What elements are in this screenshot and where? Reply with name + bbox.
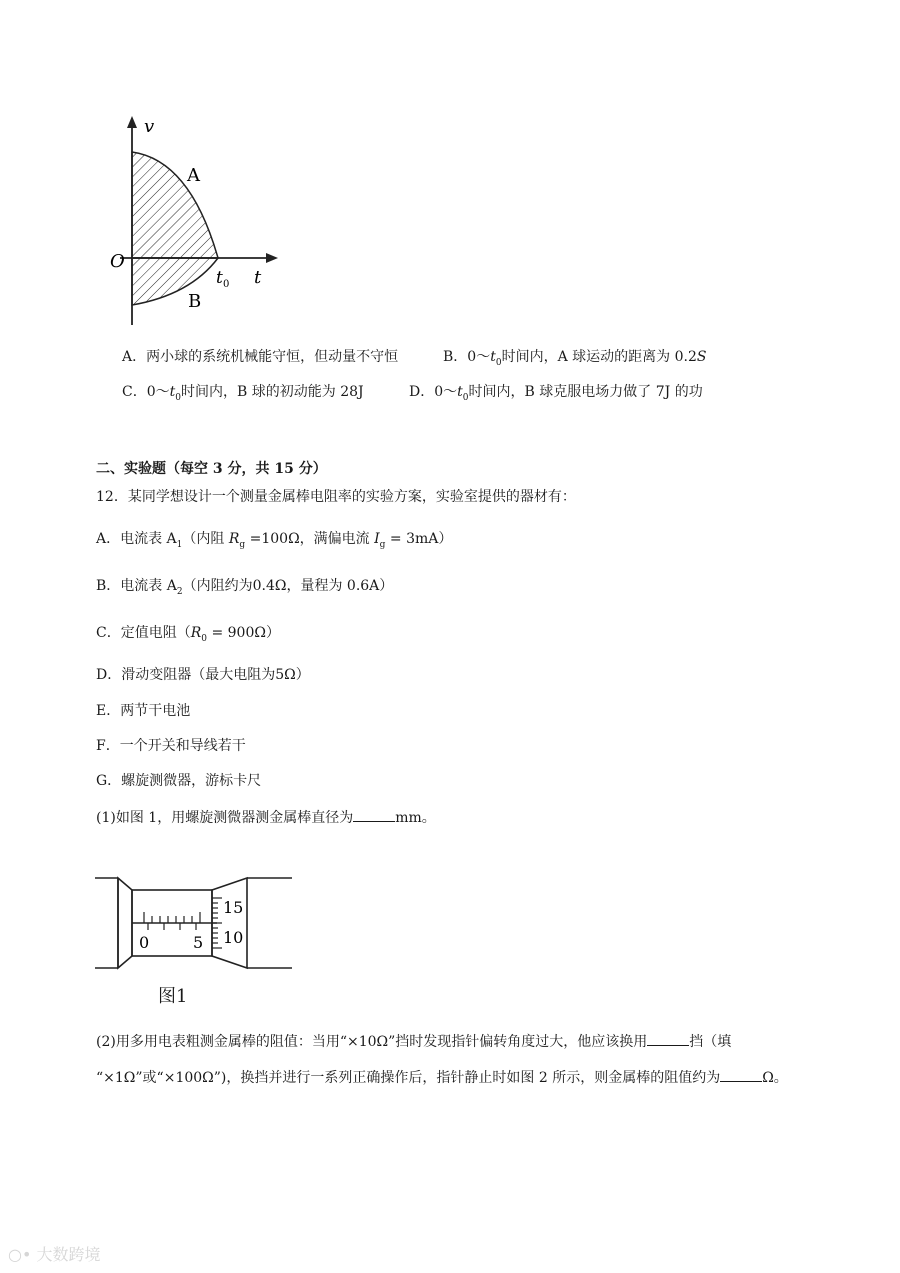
part-2-line-2: “×1Ω”或“×100Ω”)，换挡并进行一系列正确操作后，指针静止时如图 2 所示，则金属棒的阻值约为 Ω。 <box>96 1067 788 1088</box>
part-1-question: (1)如图 1，用螺旋测微器测金属棒直径为 mm。 <box>96 807 436 828</box>
option-d: D．$0\sim t_0$时间内，B 球克服电场力做了 7J 的功 <box>409 384 703 403</box>
item-b: B．电流表 $A_2$（内阻约为0.4Ω，量程为 0.6A） <box>96 578 394 597</box>
t-axis-label: t <box>254 267 262 288</box>
sleeve-label-5: 5 <box>193 933 204 952</box>
item-e: E．两节干电池 <box>96 703 191 719</box>
item-d: D．滑动变阻器（最大电阻为5Ω） <box>96 667 310 683</box>
option-c: C．$0\sim t_0$时间内，B 球的初动能为 28J <box>122 384 364 403</box>
curve-a-label: A <box>187 165 200 186</box>
sleeve-label-0: 0 <box>139 933 150 952</box>
thimble-label-10: 10 <box>223 928 244 947</box>
item-g: G．螺旋测微器，游标卡尺 <box>96 773 262 789</box>
figure-1-caption: 图1 <box>158 986 188 1007</box>
curve-b-label: B <box>188 291 202 312</box>
velocity-time-graph <box>100 110 300 340</box>
curve-a-area <box>132 152 218 258</box>
question-12-stem: 12．某同学想设计一个测量金属棒电阻率的实验方案，实验室提供的器材有： <box>96 489 576 505</box>
part-1-answer-blank <box>353 807 395 822</box>
curve-b-area <box>132 258 218 305</box>
t0-subscript: 0 <box>223 279 230 290</box>
item-c: C．定值电阻$(R_0 = 900\Omega)$ <box>96 625 280 644</box>
item-f: F．一个开关和导线若干 <box>96 738 246 754</box>
watermark: ○• 大数跨境 <box>8 1245 101 1264</box>
micrometer-figure <box>92 868 297 973</box>
t0-label: t <box>216 268 223 288</box>
part-2-range-blank <box>647 1031 689 1046</box>
v-axis-label: v <box>144 116 155 137</box>
thimble-label-15: 15 <box>223 898 244 917</box>
watermark-logo-icon: ○• <box>8 1245 32 1264</box>
option-a: A．两小球的系统机械能守恒，但动量不守恒 <box>122 349 399 365</box>
origin-label: O <box>110 251 125 272</box>
part-2-resistance-blank <box>720 1067 762 1082</box>
thimble-ticks <box>212 898 222 948</box>
item-a: A．电流表 $A_1$（内阻 $R_g =100\Omega$，满偏电流 $I_g = 3mA$） <box>96 531 453 550</box>
section-heading: 二、实验题（每空 3 分，共 15 分） <box>96 461 327 477</box>
option-b: B．$0\sim t_0$时间内，A 球运动的距离为 0.2S <box>443 349 707 368</box>
part-2-line-1: (2)用多用电表粗测金属棒的阻值：当用“×10Ω”挡时发现指针偏转角度过大，他应该换用 挡（填 <box>96 1031 731 1052</box>
sleeve-ticks <box>144 912 200 930</box>
